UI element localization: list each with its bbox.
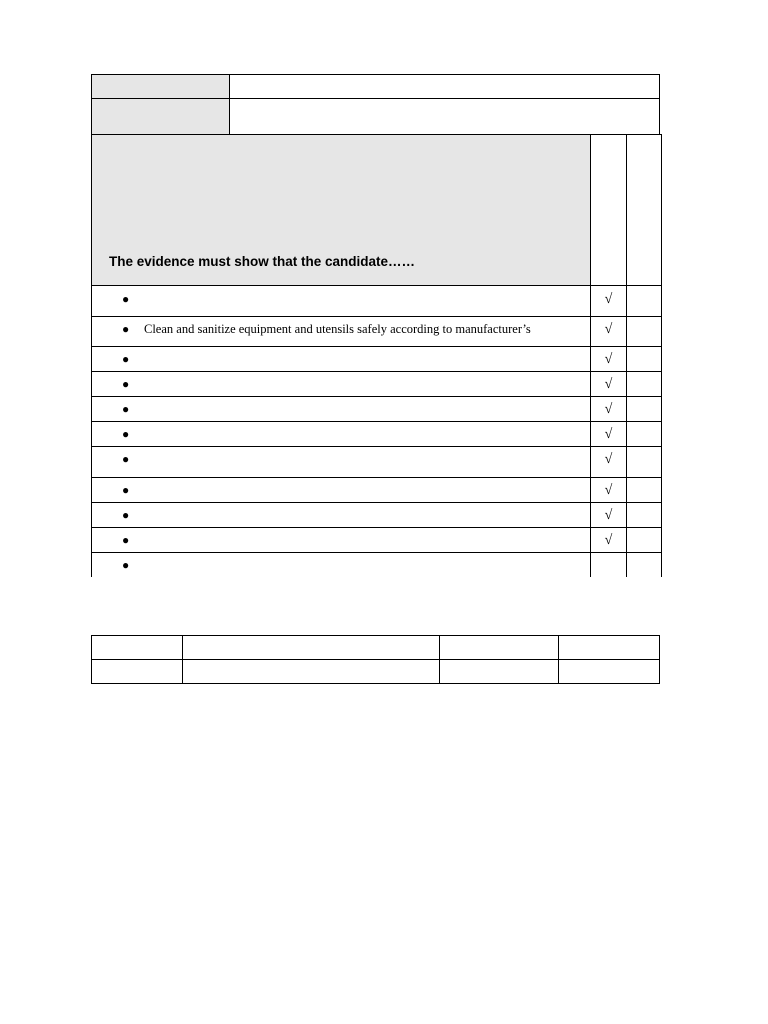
no-check-cell[interactable] bbox=[627, 347, 662, 372]
bullet-icon: ● bbox=[122, 377, 130, 391]
bullet-icon: ● bbox=[122, 402, 130, 416]
signoff-cell[interactable] bbox=[559, 660, 660, 684]
criterion-row bbox=[92, 347, 662, 372]
no-check-cell[interactable] bbox=[627, 286, 662, 317]
bullet-icon: ● bbox=[122, 483, 130, 497]
yes-check-cell[interactable] bbox=[591, 347, 627, 372]
check-mark: √ bbox=[604, 352, 613, 367]
signoff-cell[interactable] bbox=[92, 660, 183, 684]
signoff-cell[interactable] bbox=[440, 660, 559, 684]
signoff-cell[interactable] bbox=[183, 636, 440, 660]
yes-check-cell[interactable] bbox=[591, 478, 627, 503]
no-check-cell[interactable] bbox=[627, 372, 662, 397]
signoff-table bbox=[91, 635, 660, 684]
header-value-cell-2[interactable] bbox=[230, 99, 660, 135]
criterion-row bbox=[92, 286, 662, 317]
yes-column-header bbox=[591, 135, 627, 286]
no-check-cell[interactable] bbox=[627, 478, 662, 503]
bullet-icon: ● bbox=[122, 352, 130, 366]
header-label-cell-2 bbox=[92, 99, 230, 135]
check-mark: √ bbox=[604, 452, 613, 467]
no-check-cell[interactable] bbox=[627, 528, 662, 553]
signoff-cell[interactable] bbox=[92, 636, 183, 660]
check-mark: √ bbox=[604, 508, 613, 523]
bullet-icon: ● bbox=[122, 533, 130, 547]
check-mark: √ bbox=[604, 292, 613, 307]
check-mark: √ bbox=[604, 322, 613, 337]
yes-check-cell[interactable] bbox=[591, 397, 627, 422]
no-check-cell[interactable] bbox=[627, 397, 662, 422]
header-value-cell-1[interactable] bbox=[230, 75, 660, 99]
criterion-row bbox=[92, 553, 662, 577]
no-check-cell[interactable] bbox=[627, 317, 662, 347]
criterion-row bbox=[92, 422, 662, 447]
check-mark: √ bbox=[604, 377, 613, 392]
yes-check-cell[interactable] bbox=[591, 447, 627, 478]
criterion-row bbox=[92, 447, 662, 478]
bullet-icon: ● bbox=[122, 292, 130, 306]
evidence-heading-cell bbox=[92, 135, 591, 286]
check-mark: √ bbox=[604, 483, 613, 498]
criterion-row bbox=[92, 478, 662, 503]
criterion-row bbox=[92, 528, 662, 553]
bullet-icon: ● bbox=[122, 508, 130, 522]
yes-check-cell[interactable] bbox=[591, 553, 627, 577]
header-label-cell-1 bbox=[92, 75, 230, 99]
bullet-icon: ● bbox=[122, 452, 130, 466]
bullet-icon: ● bbox=[122, 427, 130, 441]
no-column-header bbox=[627, 135, 662, 286]
criterion-row bbox=[92, 372, 662, 397]
yes-check-cell[interactable] bbox=[591, 286, 627, 317]
evidence-heading: The evidence must show that the candidate…… bbox=[109, 254, 416, 269]
no-check-cell[interactable] bbox=[627, 422, 662, 447]
signoff-cell[interactable] bbox=[183, 660, 440, 684]
no-check-cell[interactable] bbox=[627, 553, 662, 577]
no-check-cell[interactable] bbox=[627, 503, 662, 528]
bullet-icon: ● bbox=[122, 322, 130, 336]
signoff-cell[interactable] bbox=[559, 636, 660, 660]
yes-check-cell[interactable] bbox=[591, 372, 627, 397]
signoff-cell[interactable] bbox=[440, 636, 559, 660]
yes-check-cell[interactable] bbox=[591, 503, 627, 528]
criterion-row bbox=[92, 503, 662, 528]
check-mark: √ bbox=[604, 427, 613, 442]
check-mark: √ bbox=[604, 533, 613, 548]
bullet-icon: ● bbox=[122, 558, 130, 572]
header-info-table bbox=[91, 74, 660, 135]
yes-check-cell[interactable] bbox=[591, 528, 627, 553]
yes-check-cell[interactable] bbox=[591, 422, 627, 447]
yes-check-cell[interactable] bbox=[591, 317, 627, 347]
criterion-text: Clean and sanitize equipment and utensils safely according to manufacturer’s bbox=[144, 322, 531, 336]
criterion-row bbox=[92, 317, 662, 347]
criterion-row bbox=[92, 397, 662, 422]
no-check-cell[interactable] bbox=[627, 447, 662, 478]
check-mark: √ bbox=[604, 402, 613, 417]
evidence-table bbox=[91, 134, 662, 577]
